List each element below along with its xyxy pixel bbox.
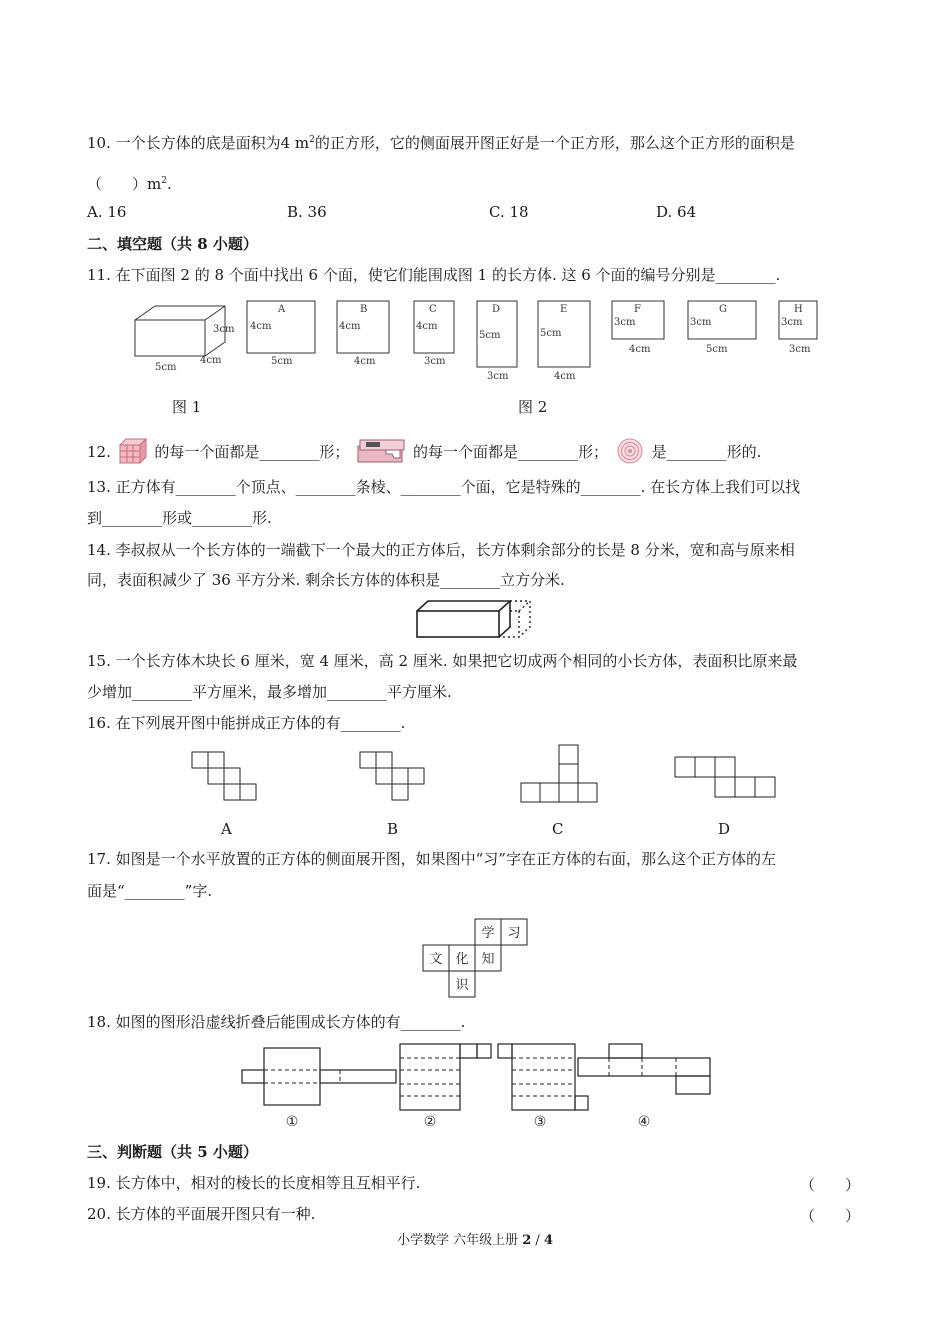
face-h-bottom: 3cm (789, 344, 811, 355)
q11-fig2-caption: 图 2 (518, 398, 548, 416)
q20-text: 20. 长方体的平面展开图只有一种. (87, 1205, 316, 1223)
face-e-id: E (560, 304, 568, 315)
net-char-wen: 文 (429, 952, 443, 967)
box-label-length: 5cm (155, 362, 177, 373)
face-h-side: 3cm (781, 317, 803, 328)
face-f-id: F (634, 304, 641, 315)
q10-text-a: 10. 一个长方体的底是面积为4 m (87, 134, 310, 152)
q19-answer-bracket: （ ） (800, 1176, 861, 1194)
q14-line2: 同，表面积减少了 36 平方分米. 剩余长方体的体积是________立方分米. (87, 571, 565, 589)
q10-sup: 2 (309, 135, 315, 145)
target-disc-icon (615, 437, 645, 469)
net-char-hua: 化 (455, 952, 469, 967)
q18-text: 18. 如图的图形沿虚线折叠后能围成长方体的有________. (87, 1013, 466, 1031)
net-char-xi: 习 (507, 926, 521, 941)
net-char-zhi: 知 (481, 952, 495, 967)
q14-figure (414, 596, 539, 641)
face-g-id: G (719, 304, 727, 315)
q16-text: 16. 在下列展开图中能拼成正方体的有________. (87, 714, 406, 732)
q16-net-d (673, 755, 777, 801)
q10-text-b: 的正方形，它的侧面展开图正好是一个正方形，那么这个正方形的面积是 (314, 134, 795, 152)
q10-sup2: 2 (161, 176, 167, 186)
face-c-side: 4cm (416, 321, 438, 332)
section3-title: 三、判断题（共 5 小题） (87, 1143, 258, 1161)
face-f-side: 3cm (614, 317, 636, 328)
face-b-bottom: 4cm (354, 356, 376, 367)
face-d-bottom: 3cm (487, 371, 509, 382)
q18-label-1: ① (285, 1114, 299, 1130)
q17-net (420, 916, 530, 998)
face-g-bottom: 5cm (706, 344, 728, 355)
q10-line1 (87, 131, 795, 152)
q13-line1: 13. 正方体有________个顶点、________条棱、________个面，它是特殊的________. 在长方体上我们可以找 (87, 478, 801, 496)
face-b-side: 4cm (339, 321, 361, 332)
q10-option-b: B. 36 (287, 203, 327, 221)
face-f-bottom: 4cm (629, 344, 651, 355)
q11-figure1 (130, 298, 240, 378)
q16-label-c: C (552, 820, 564, 838)
face-h-id: H (794, 304, 803, 315)
pencil-box-icon (356, 438, 406, 468)
section2-title: 二、填空题（共 8 小题） (87, 235, 258, 253)
q13-line2: 到________形或________形. (87, 509, 272, 527)
footer-page-number: 2 (522, 1233, 532, 1248)
face-d-side: 5cm (479, 330, 501, 341)
q14-line1: 14. 李叔叔从一个长方体的一端截下一个最大的正方体后，长方体剩余部分的长是 8 分米，宽和高与原来相 (87, 541, 795, 559)
face-a-bottom: 5cm (271, 356, 293, 367)
q16-net-b (358, 745, 428, 805)
q18-label-3: ③ (533, 1114, 547, 1130)
q12-part3: 是________形的. (651, 443, 762, 461)
q10-line2 (87, 172, 172, 193)
cube-stack-icon (118, 438, 148, 468)
q12-num: 12. (87, 443, 111, 461)
box-label-height: 3cm (213, 324, 235, 335)
q19-text: 19. 长方体中，相对的棱长的长度相等且互相平行. (87, 1174, 421, 1192)
q18-label-2: ② (423, 1114, 437, 1130)
q12-part1: 的每一个面都是________形； (154, 443, 350, 461)
q11-fig1-caption: 图 1 (172, 398, 202, 416)
q10-answer-bracket: （ ）m (87, 175, 162, 193)
q16-label-d: D (718, 820, 731, 838)
q12-line (87, 437, 761, 469)
q16-net-c (518, 743, 602, 805)
q18-figures (240, 1040, 715, 1130)
box-label-width: 4cm (200, 355, 222, 366)
q15-line1: 15. 一个长方体木块长 6 厘米，宽 4 厘米，高 2 厘米. 如果把它切成两个相同的小长方体，表面积比原来最 (87, 652, 798, 670)
page-footer (0, 1229, 950, 1248)
face-e-side: 5cm (540, 328, 562, 339)
q16-label-b: B (387, 820, 399, 838)
q10-end: . (166, 175, 172, 193)
face-e-bottom: 4cm (554, 371, 576, 382)
q20-answer-bracket: （ ） (800, 1207, 861, 1225)
q11-text: 11. 在下面图 2 的 8 个面中找出 6 个面，使它们能围成图 1 的长方体. 这 6 个面的编号分别是________. (87, 266, 781, 284)
footer-total-pages: 4 (543, 1233, 553, 1248)
face-b-id: B (360, 304, 368, 315)
face-g-side: 3cm (690, 317, 712, 328)
q17-line1: 17. 如图是一个水平放置的正方体的侧面展开图，如果图中“习”字在正方体的右面，那么这个正方体的左 (87, 850, 776, 868)
q10-option-a: A. 16 (87, 203, 127, 221)
q16-label-a: A (221, 820, 232, 838)
q10-option-c: C. 18 (489, 203, 529, 221)
net-char-shi: 识 (455, 978, 469, 993)
footer-separator: / (531, 1233, 544, 1248)
q17-line2: 面是“________”字. (87, 882, 213, 900)
face-d-id: D (492, 304, 501, 315)
face-a-id: A (278, 304, 286, 315)
face-c-bottom: 3cm (424, 356, 446, 367)
q16-net-a (190, 745, 260, 805)
q11-figure2 (244, 298, 824, 388)
footer-prefix: 小学数学 六年级上册 (396, 1233, 523, 1248)
face-c-id: C (429, 304, 437, 315)
face-a-side: 4cm (250, 321, 272, 332)
net-char-xue: 学 (481, 926, 495, 941)
q12-part2: 的每一个面都是________形； (413, 443, 609, 461)
q15-line2: 少增加________平方厘米，最多增加________平方厘米. (87, 683, 452, 701)
q10-option-d: D. 64 (656, 203, 697, 221)
q18-label-4: ④ (637, 1114, 651, 1130)
